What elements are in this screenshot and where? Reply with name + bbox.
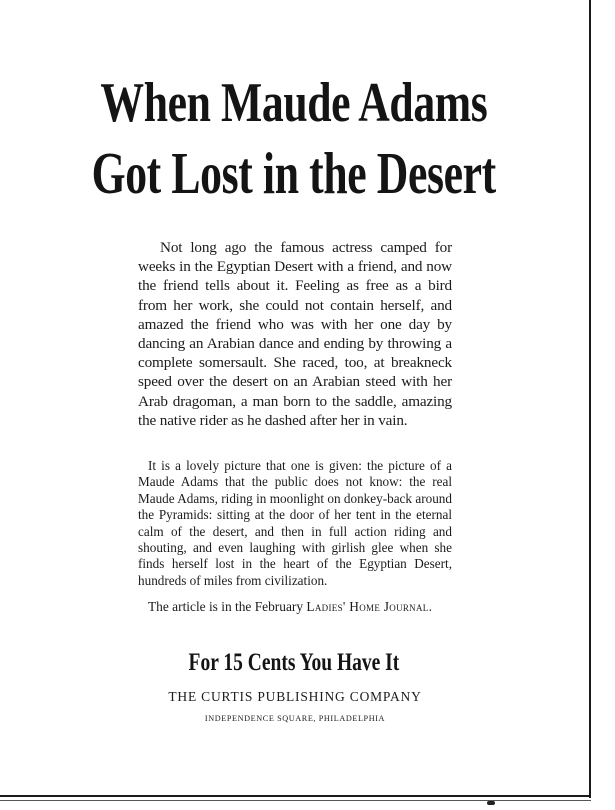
headline-line-1: When Maude Adams	[100, 72, 488, 134]
print-mark	[487, 801, 495, 805]
body-paragraph-1: Not long ago the famous actress camped for weeks in the Egyptian Desert with a friend, and now the friend tells about it. Feeling as free as a bird from her work, she could not contain herself, and amazed the friend who was with her one day by dancing an Arabian dance and ending by throwing a complete somersault. She raced, too, at breakneck speed over the desert on an Arabian steed with her Arab dragoman, a man born to the saddle, amazing the native rider as he dashed after her in vain.	[138, 239, 452, 429]
body-paragraph-2: It is a lovely picture that one is given: the picture of a Maude Adams that the public does not know: the real Maude Adams, riding in moonlight on donkey-back around the Pyramids: sitting at the door of her tent in the eternal calm of the desert, and then in full action riding and shouting, and even laughing with girlish glee when she finds herself lost in the heart of the Egyptian Desert, hundreds of miles from civilization.	[138, 458, 452, 588]
page-border-right	[589, 0, 591, 798]
paragraph-3-suffix: .	[428, 599, 432, 614]
publisher-name: THE CURTIS PUBLISHING COMPANY	[168, 689, 422, 704]
headline-line-2: Got Lost in the Desert	[91, 140, 496, 206]
body-paragraph-3	[138, 598, 452, 615]
page-border-bottom	[0, 795, 591, 797]
page-border-bottom-rule	[0, 800, 591, 801]
publisher-address: INDEPENDENCE SQUARE, PHILADELPHIA	[204, 714, 386, 723]
magazine-name: Ladies' Home Journal	[306, 599, 429, 614]
paragraph-3-prefix: The article is in the February	[148, 599, 307, 614]
price-line: For 15 Cents You Have It	[188, 649, 400, 676]
